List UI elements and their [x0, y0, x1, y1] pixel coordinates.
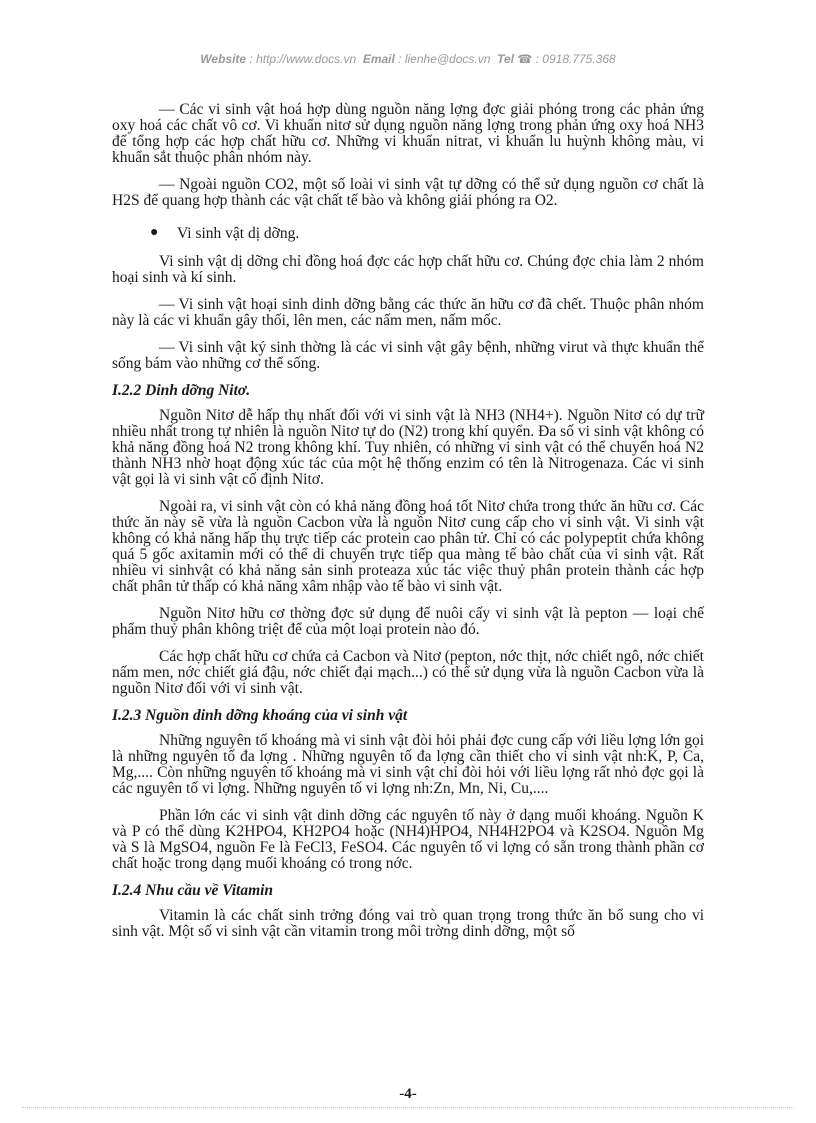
paragraph-chemoautotroph: — Các vi sinh vật hoá hợp dùng nguồn năng lợng đợc giải phóng trong các phản ứng oxy hoá các chất vô cơ. Vi khuẩn nitơ sử dụng nguồn năng lợng trong phản ứng oxy hoá NH3 để tổng hợp các hợp chất hữu cơ. Những vi khuẩn nitrat, vi khuẩn lu huỳnh không màu, vi khuẩn sắt thuộc phân nhóm này.	[112, 101, 704, 166]
page-number: -4-	[399, 1086, 417, 1102]
paragraph-heterotroph-intro: Vi sinh vật dị dỡng chỉ đồng hoá đợc các hợp chất hữu cơ. Chúng đợc chia làm 2 nhóm hoại sinh và kí sinh.	[112, 253, 704, 286]
tel-label: Tel	[497, 52, 514, 66]
phone-icon: ☎	[517, 52, 533, 66]
tel-value: : 0918.775.368	[535, 52, 616, 66]
paragraph-vitamin: Vitamin là các chất sinh trởng đóng vai trò quan trọng trong thức ăn bổ sung cho vi sinh vật. Một số vi sinh vật cần vitamin trong môi trờng dinh dỡng, một số	[112, 907, 704, 940]
paragraph-photoautotroph: — Ngoài nguồn CO2, một số loài vi sinh vật tự dỡng có thể sử dụng nguồn cơ chất là H2S để quang hợp thành các vật chất tế bào và không giải phóng ra O2.	[112, 176, 704, 209]
paragraph-parasite: — Vi sinh vật ký sinh thờng là các vi sinh vật gây bệnh, những virut và thực khuẩn thể sống bám vào những cơ thể sống.	[112, 339, 704, 372]
website-label: Website	[200, 52, 247, 66]
bullet-text: Vi sinh vật dị dỡng.	[177, 225, 300, 242]
email-label: Email	[362, 52, 395, 66]
paragraph-saprophyte: — Vi sinh vật hoại sinh dinh dỡng bằng các thức ăn hữu cơ đã chết. Thuộc phân nhóm này là các vi khuẩn gây thối, lên men, các nấm men, nấm mốc.	[112, 296, 704, 329]
paragraph-mineral-salts: Phần lớn các vi sinh vật dinh dỡng các nguyên tố này ở dạng muối khoáng. Nguồn K và P có thể dùng K2HPO4, KH2PO4 hoặc (NH4)HPO4, NH4H2PO4 và K2SO4. Nguồn Mg và S là MgSO4, nguồn Fe là FeCl3, FeSO4. Các nguyên tố vi lợng có sẵn trong thành phần cơ chất hoặc trong dạng muối khoáng có trong nớc.	[112, 807, 704, 872]
paragraph-organic-nitrogen: Ngoài ra, vi sinh vật còn có khả năng đồng hoá tốt Nitơ chứa trong thức ăn hữu cơ. Các thức ăn này sẽ vừa là nguồn Cacbon vừa là nguồn Nitơ cung cấp cho vi sinh vật. Vi sinh vật không có khả năng hấp thụ trực tiếp các protein cao phân tử. Chỉ có các polypeptit chứa không quá 5 gốc axitamin mới có thể di chuyển trực tiếp qua màng tế bào chất của vi sinh vật. Rất nhiều vi sinhvật có khả năng sản sinh proteaza xúc tác việc thuỷ phân protein thành các hợp chất phân tử thấp có khả năng xâm nhập vào tế bào vi sinh vật.	[112, 498, 704, 595]
document-body	[112, 102, 704, 951]
section-heading-nitrogen: I.2.2 Dinh dỡng Nitơ.	[112, 382, 251, 399]
bullet-icon: ●	[150, 225, 159, 240]
paragraph-macro-elements: Những nguyên tố khoáng mà vi sinh vật đòi hỏi phải đợc cung cấp với liều lợng lớn gọi là những nguyên tố đa lợng . Những nguyên tố đa lợng cần thiết cho vi sinh vật nh:K, P, Ca, Mg,.... Còn những nguyên tố khoáng mà vi sinh vật chỉ đòi hỏi với liều lợng rất nhỏ đợc gọi là các nguyên tố vi lợng. Những nguyên tố vi lợng nh:Zn, Mn, Ni, Cu,....	[112, 732, 704, 797]
section-heading-vitamin: I.2.4 Nhu cầu về Vitamin	[112, 882, 274, 899]
paragraph-nitrogen-source: Nguồn Nitơ dễ hấp thụ nhất đối với vi sinh vật là NH3 (NH4+). Nguồn Nitơ có dự trữ nhiều nhất trong tự nhiên là nguồn Nitơ tự do (N2) trong khí quyển. Đa số vi sinh vật không có khả năng đồng hoá N2 trong không khí. Tuy nhiên, có những vi sinh vật có thể chuyển hoá N2 thành NH3 nhờ hoạt động xúc tác của một hệ thống enzim có tên là Nitrogenaza. Các vi sinh vật gọi là vi sinh vật cố định Nitơ.	[112, 407, 704, 488]
page-header	[0, 52, 816, 66]
paragraph-pepton: Nguồn Nitơ hữu cơ thờng đợc sử dụng để nuôi cấy vi sinh vật là pepton — loại chế phẩm thuỷ phân không triệt để của một loại protein nào đó.	[112, 605, 704, 638]
bullet-heterotroph	[112, 226, 704, 242]
section-heading-minerals: I.2.3 Nguồn dinh dỡng khoáng của vi sinh vật	[112, 707, 408, 724]
paragraph-carbon-nitrogen: Các hợp chất hữu cơ chứa cả Cacbon và Nitơ (pepton, nớc thịt, nớc chiết ngô, nớc chiết nấm men, nớc chiết giá đậu, nớc chiết đại mạch...) có thể sử dụng vừa là nguồn Cacbon vừa là nguồn Nitơ đối với vi sinh vật.	[112, 648, 704, 697]
website-value: : http://www.docs.vn	[249, 52, 357, 66]
email-value: : lienhe@docs.vn	[398, 52, 491, 66]
footer-divider	[22, 1107, 794, 1108]
